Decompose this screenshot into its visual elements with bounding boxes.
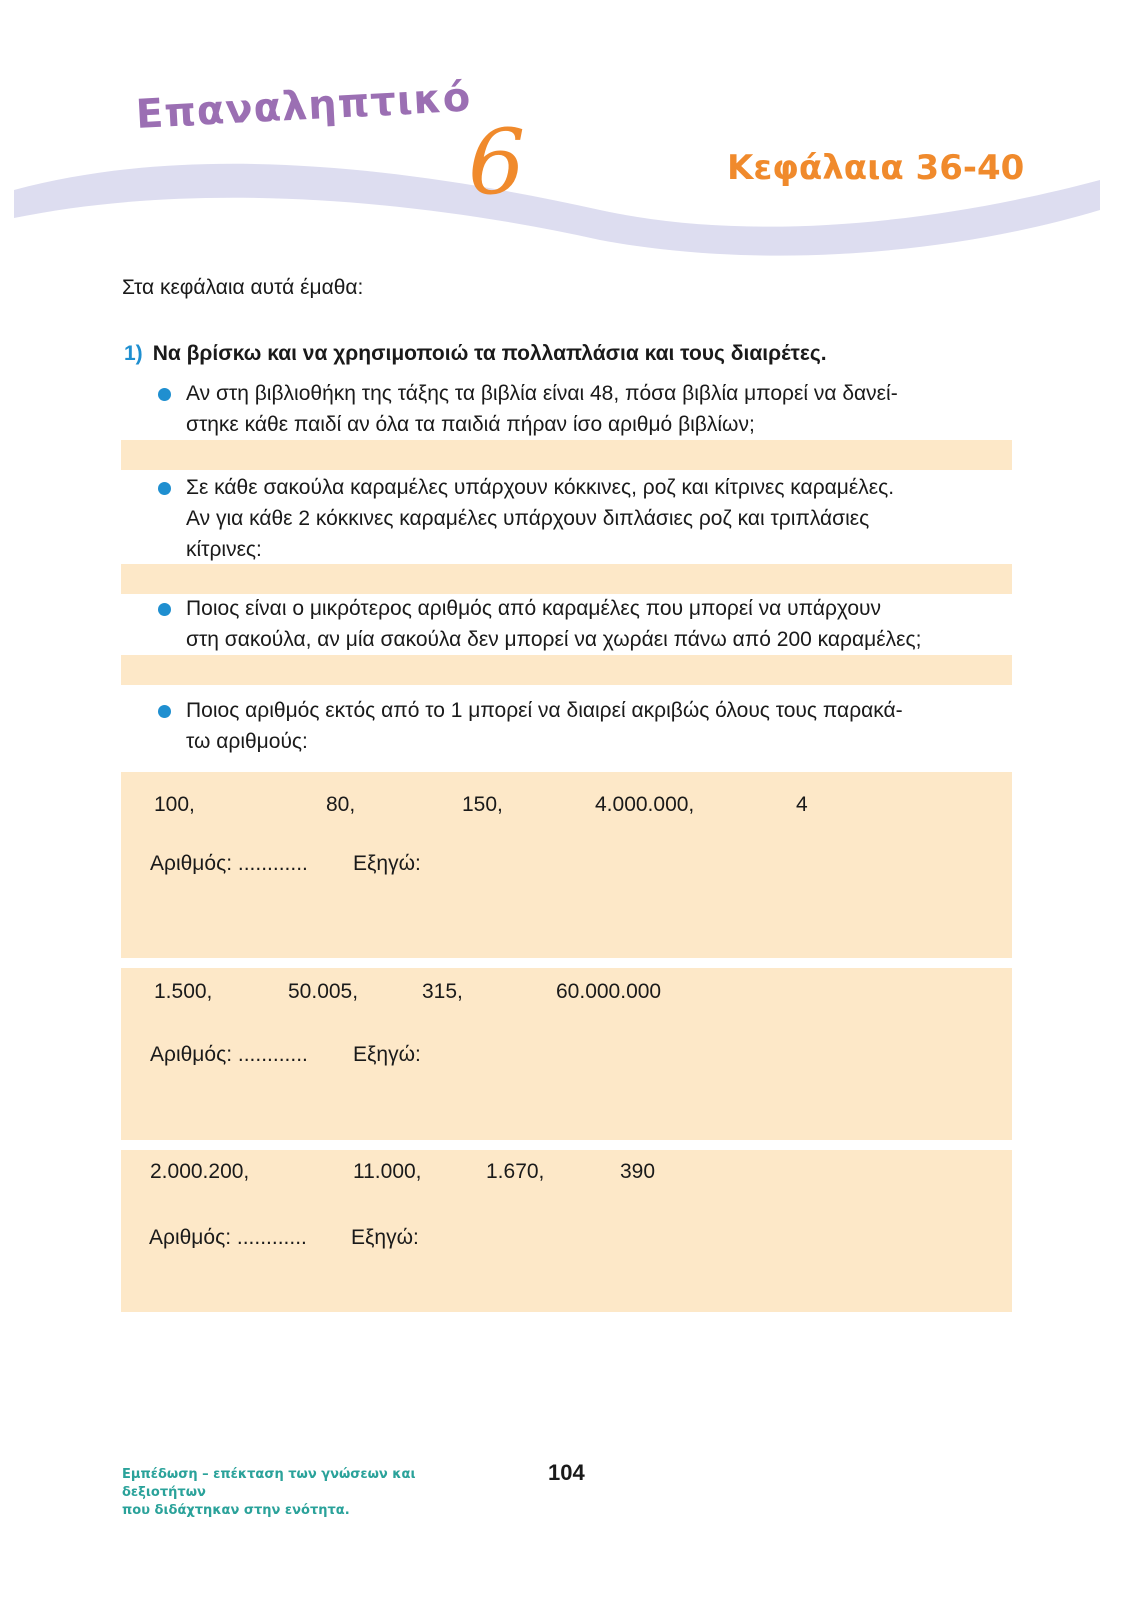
intro-text: Στα κεφάλαια αυτά έμαθα: xyxy=(122,276,364,299)
bullet-line: Ποιος αριθμός εκτός από το 1 μπορεί να διαιρεί ακριβώς όλους τους παρακά- xyxy=(186,699,903,722)
answer-area[interactable] xyxy=(121,564,1012,594)
number-item: 100, xyxy=(154,793,195,816)
chapters-label: Κεφάλαια 36-40 xyxy=(727,148,1025,188)
bullet-line: Ποιος είναι ο μικρότερος αριθμός από καραμέλες που μπορεί να υπάρχουν xyxy=(186,597,882,620)
answer-area[interactable] xyxy=(121,440,1012,470)
bullet-item xyxy=(160,472,1000,565)
bullet-line: στη σακούλα, αν μία σακούλα δεν μπορεί να χωράει πάνω από 200 καραμέλες; xyxy=(186,628,922,651)
footer-note xyxy=(122,1466,452,1520)
number-item: 50.005, xyxy=(288,980,359,1003)
number-item: 1.670, xyxy=(486,1160,545,1183)
review-number: 6 xyxy=(468,110,526,215)
explain-label: Εξηγώ: xyxy=(353,852,421,875)
bullet-line: τω αριθμούς: xyxy=(186,730,308,753)
page-number: 104 xyxy=(548,1460,585,1485)
number-item: 80, xyxy=(326,793,356,816)
bullet-dot-icon xyxy=(158,705,171,718)
footer-note-line: που διδάχτηκαν στην ενότητα. xyxy=(122,1503,350,1518)
bullet-line: στηκε κάθε παιδί αν όλα τα παιδιά πήραν ίσο αριθμό βιβλίων; xyxy=(186,413,755,436)
bullet-item xyxy=(160,378,1000,440)
number-item: 11.000, xyxy=(353,1160,422,1183)
explain-label: Εξηγώ: xyxy=(353,1043,421,1066)
footer-note-line: Εμπέδωση – επέκταση των γνώσεων και δεξιοτήτων xyxy=(122,1467,416,1500)
number-item: 150, xyxy=(462,793,503,816)
exercise-box[interactable] xyxy=(121,968,1012,1140)
section-title: Να βρίσκω και να χρησιμοποιώ τα πολλαπλάσια και τους διαιρέτες. xyxy=(152,342,827,365)
section-heading xyxy=(124,342,827,366)
answer-label: Αριθμός: ............ xyxy=(150,1043,308,1066)
answer-label: Αριθμός: ............ xyxy=(150,852,308,875)
exercise-box[interactable] xyxy=(121,1150,1012,1312)
number-item: 315, xyxy=(422,980,463,1003)
bullet-line: Αν για κάθε 2 κόκκινες καραμέλες υπάρχουν διπλάσιες ροζ και τριπλάσιες xyxy=(186,507,870,530)
number-item: 390 xyxy=(620,1160,656,1183)
bullet-line: Αν στη βιβλιοθήκη της τάξης τα βιβλία είναι 48, πόσα βιβλία μπορεί να δανεί- xyxy=(186,382,898,405)
bullet-item xyxy=(160,593,1000,655)
bullet-line: κίτρινες: xyxy=(186,538,262,561)
number-item: 4 xyxy=(796,793,808,816)
exercise-box[interactable] xyxy=(121,772,1012,958)
review-title: Επαναληπτικό xyxy=(134,74,473,138)
number-item: 4.000.000, xyxy=(595,793,695,816)
number-item: 1.500, xyxy=(154,980,213,1003)
bullet-item xyxy=(160,695,1000,757)
answer-area[interactable] xyxy=(121,655,1012,685)
bullet-dot-icon xyxy=(158,388,171,401)
number-item: 2.000.200, xyxy=(150,1160,250,1183)
explain-label: Εξηγώ: xyxy=(351,1226,419,1249)
bullet-dot-icon xyxy=(158,482,171,495)
bullet-dot-icon xyxy=(158,603,171,616)
answer-label: Αριθμός: ............ xyxy=(149,1226,307,1249)
section-number: 1) xyxy=(124,342,143,365)
number-item: 60.000.000 xyxy=(556,980,662,1003)
bullet-line: Σε κάθε σακούλα καραμέλες υπάρχουν κόκκινες, ροζ και κίτρινες καραμέλες. xyxy=(186,476,895,499)
